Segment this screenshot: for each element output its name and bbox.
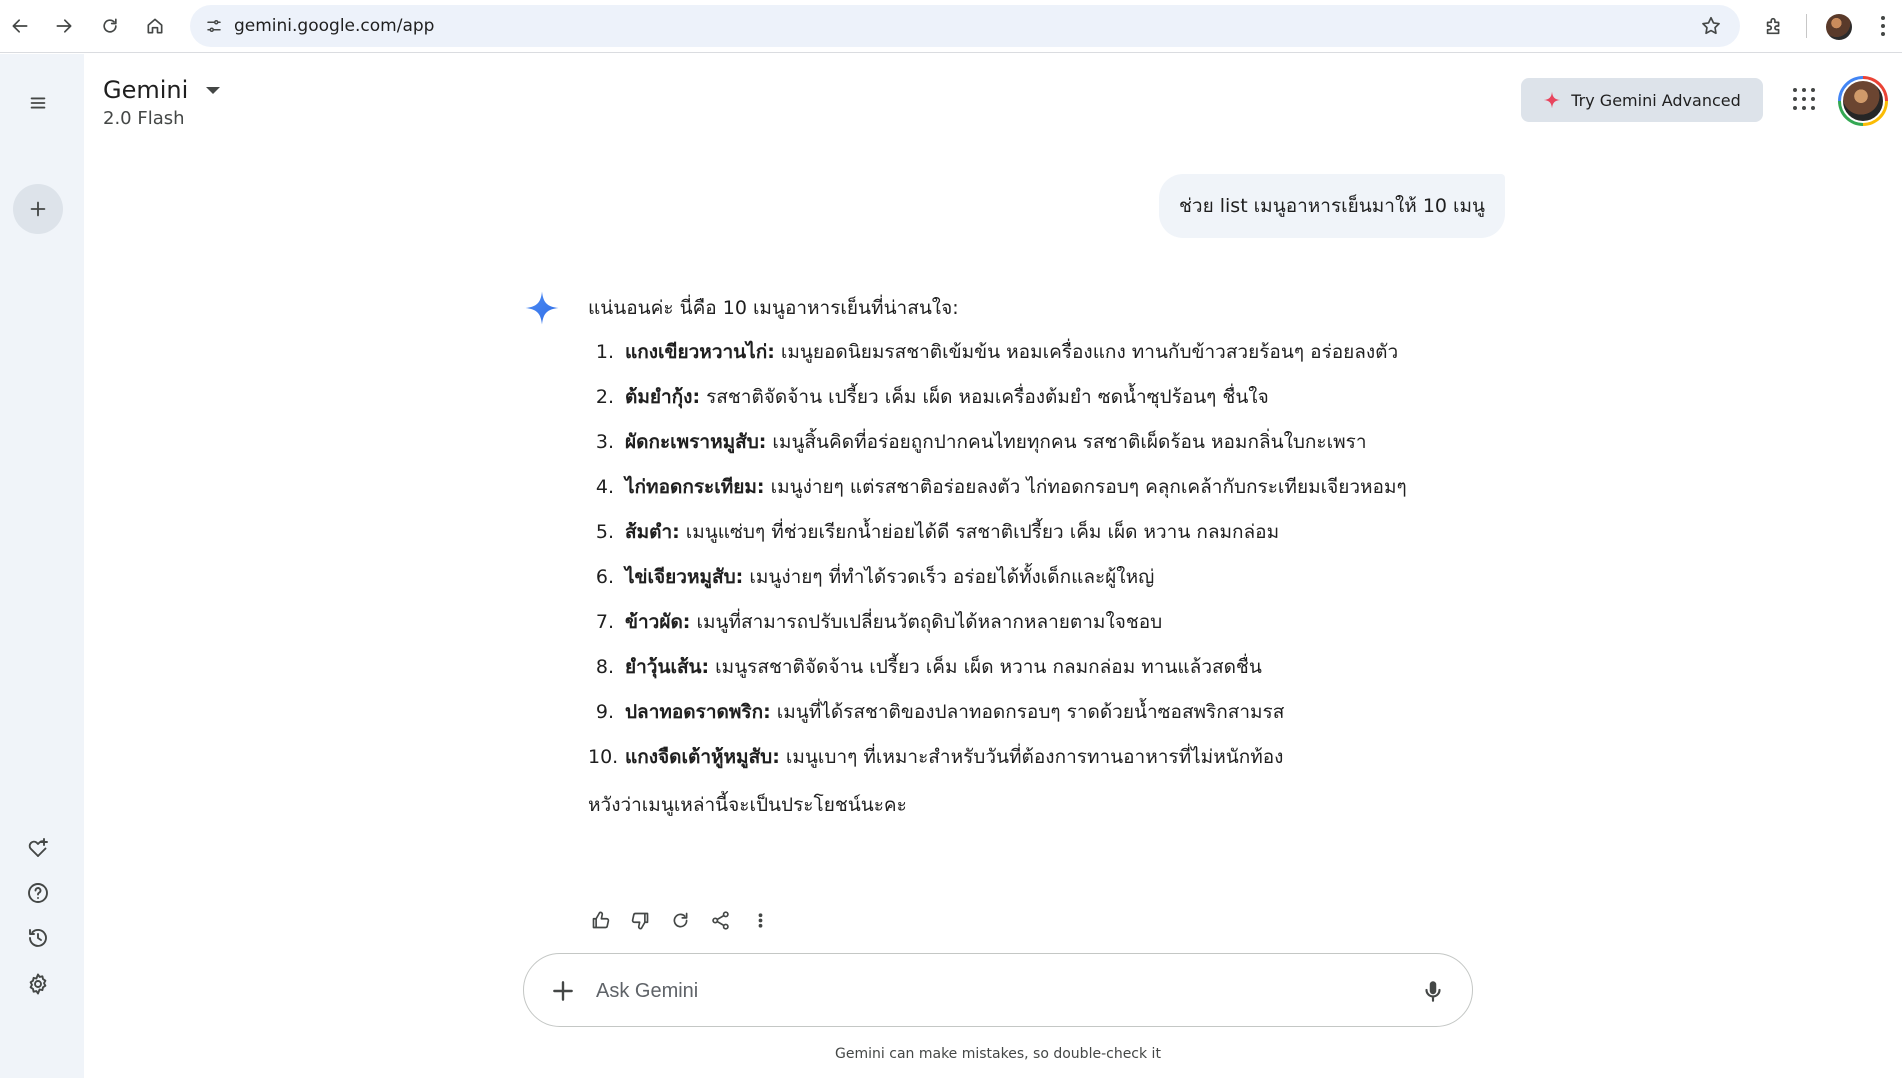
sidebar	[0, 54, 84, 1078]
item-name: ไก่ทอดกระเทียม:	[625, 476, 765, 498]
item-number: 10.	[588, 746, 619, 768]
forward-icon[interactable]	[48, 10, 80, 42]
list-item	[588, 383, 1388, 428]
item-name: ส้มตำ:	[625, 521, 680, 543]
chevron-down-icon[interactable]	[206, 87, 220, 94]
list-item	[588, 338, 1399, 383]
model-selector[interactable]	[103, 76, 220, 129]
item-name: ยำวุ้นเส้น:	[625, 656, 710, 678]
list-item	[588, 563, 1388, 608]
item-number: 3.	[595, 431, 614, 453]
gem-manager-icon[interactable]	[22, 832, 54, 864]
add-attachment-icon[interactable]	[548, 976, 578, 1006]
prompt-input-box	[523, 953, 1473, 1027]
item-number: 9.	[595, 701, 614, 723]
list-item	[588, 698, 1388, 743]
toolbar-divider	[1806, 14, 1807, 38]
settings-gear-icon[interactable]	[22, 968, 54, 1000]
item-name: ปลาทอดราดพริก:	[625, 701, 771, 723]
item-name: ต้มยำกุ้ง:	[625, 386, 701, 408]
activity-history-icon[interactable]	[22, 922, 54, 954]
menu-list	[588, 338, 1407, 788]
list-item	[588, 608, 1388, 653]
list-item	[588, 743, 1388, 788]
back-icon[interactable]	[4, 10, 36, 42]
site-info-icon[interactable]	[200, 12, 228, 40]
account-avatar[interactable]	[1838, 76, 1888, 126]
item-name: ไข่เจียวหมูสับ:	[625, 566, 744, 588]
item-number: 7.	[595, 611, 614, 633]
gemini-app	[0, 54, 1902, 1078]
response-intro: แน่นอนค่ะ นี่คือ 10 เมนูอาหารเย็นที่น่าสนใจ:	[588, 297, 959, 319]
list-item	[588, 518, 1388, 563]
item-description: เมนูง่ายๆ ที่ทำได้รวดเร็ว อร่อยได้ทั้งเด็กและผู้ใหญ่	[743, 566, 1155, 588]
more-icon[interactable]	[1876, 14, 1890, 38]
regenerate-icon[interactable]	[664, 904, 696, 936]
gemini-sparkle-icon	[524, 290, 560, 326]
item-number: 8.	[595, 656, 614, 678]
try-advanced-button[interactable]	[1521, 78, 1763, 122]
reload-icon[interactable]	[94, 10, 126, 42]
item-description: เมนูเบาๆ ที่เหมาะสำหรับวันที่ต้องการทานอาหารที่ไม่หนักท้อง	[779, 746, 1284, 768]
home-icon[interactable]	[139, 10, 171, 42]
disclaimer-text: Gemini can make mistakes, so double-check it	[835, 1046, 1161, 1062]
more-options-icon[interactable]	[744, 904, 776, 936]
user-message: ช่วย list เมนูอาหารเย็นมาให้ 10 เมนู	[1159, 174, 1505, 238]
help-icon[interactable]	[22, 877, 54, 909]
browser-toolbar	[0, 0, 1902, 53]
list-item	[588, 473, 1407, 518]
item-description: เมนูง่ายๆ แต่รสชาติอร่อยลงตัว ไก่ทอดกรอบๆ คลุกเคล้ากับกระเทียมเจียวหอมๆ	[764, 476, 1407, 498]
thumbs-down-icon[interactable]	[624, 904, 656, 936]
item-description: เมนูรสชาติจัดจ้าน เปรี้ยว เค็ม เผ็ด หวาน กลมกล่อม ทานแล้วสดชื่น	[709, 656, 1262, 678]
item-number: 5.	[595, 521, 614, 543]
item-name: แกงจืดเต้าหู้หมูสับ:	[625, 746, 780, 768]
item-description: เมนูแซ่บๆ ที่ช่วยเรียกน้ำย่อยได้ดี รสชาติเปรี้ยว เค็ม เผ็ด หวาน กลมกล่อม	[679, 521, 1280, 543]
response-actions	[584, 904, 776, 936]
share-icon[interactable]	[704, 904, 736, 936]
microphone-icon[interactable]	[1418, 976, 1448, 1006]
app-title: Gemini	[103, 76, 189, 104]
item-number: 2.	[595, 386, 614, 408]
item-description: เมนูสิ้นคิดที่อร่อยถูกปากคนไทยทุกคน รสชาติเผ็ดร้อน หอมกลิ่นใบกะเพรา	[766, 431, 1367, 453]
new-chat-button[interactable]	[13, 184, 63, 234]
item-description: เมนูยอดนิยมรสชาติเข้มข้น หอมเครื่องแกง ทานกับข้าวสวยร้อนๆ อร่อยลงตัว	[774, 341, 1399, 363]
item-number: 6.	[595, 566, 614, 588]
menu-icon[interactable]	[13, 78, 63, 128]
item-number: 4.	[595, 476, 614, 498]
prompt-input[interactable]	[596, 974, 1376, 1008]
sparkle-icon	[1543, 91, 1561, 109]
item-description: เมนูที่สามารถปรับเปลี่ยนวัตถุดิบได้หลากหลายตามใจชอบ	[690, 611, 1163, 633]
item-description: เมนูที่ได้รสชาติของปลาทอดกรอบๆ ราดด้วยน้ำซอสพริกสามรส	[770, 701, 1285, 723]
google-apps-icon[interactable]	[1793, 88, 1815, 110]
bookmark-star-icon[interactable]	[1700, 15, 1722, 37]
url-text[interactable]: gemini.google.com/app	[234, 16, 435, 36]
address-bar[interactable]	[190, 5, 1740, 47]
response-outro: หวังว่าเมนูเหล่านี้จะเป็นประโยชน์นะคะ	[588, 794, 907, 816]
list-item	[588, 428, 1388, 473]
item-description: รสชาติจัดจ้าน เปรี้ยว เค็ม เผ็ด หอมเครื่องต้มยำ ซดน้ำซุปร้อนๆ ชื่นใจ	[700, 386, 1269, 408]
try-advanced-label: Try Gemini Advanced	[1571, 90, 1741, 110]
response-body	[588, 294, 1407, 819]
item-name: ผัดกะเพราหมูสับ:	[625, 431, 767, 453]
thumbs-up-icon[interactable]	[584, 904, 616, 936]
list-item	[588, 653, 1388, 698]
item-name: ข้าวผัด:	[625, 611, 691, 633]
item-name: แกงเขียวหวานไก่:	[625, 341, 775, 363]
model-name: 2.0 Flash	[103, 108, 185, 129]
extensions-icon[interactable]	[1758, 10, 1790, 42]
item-number: 1.	[595, 341, 614, 363]
profile-avatar[interactable]	[1826, 14, 1852, 40]
